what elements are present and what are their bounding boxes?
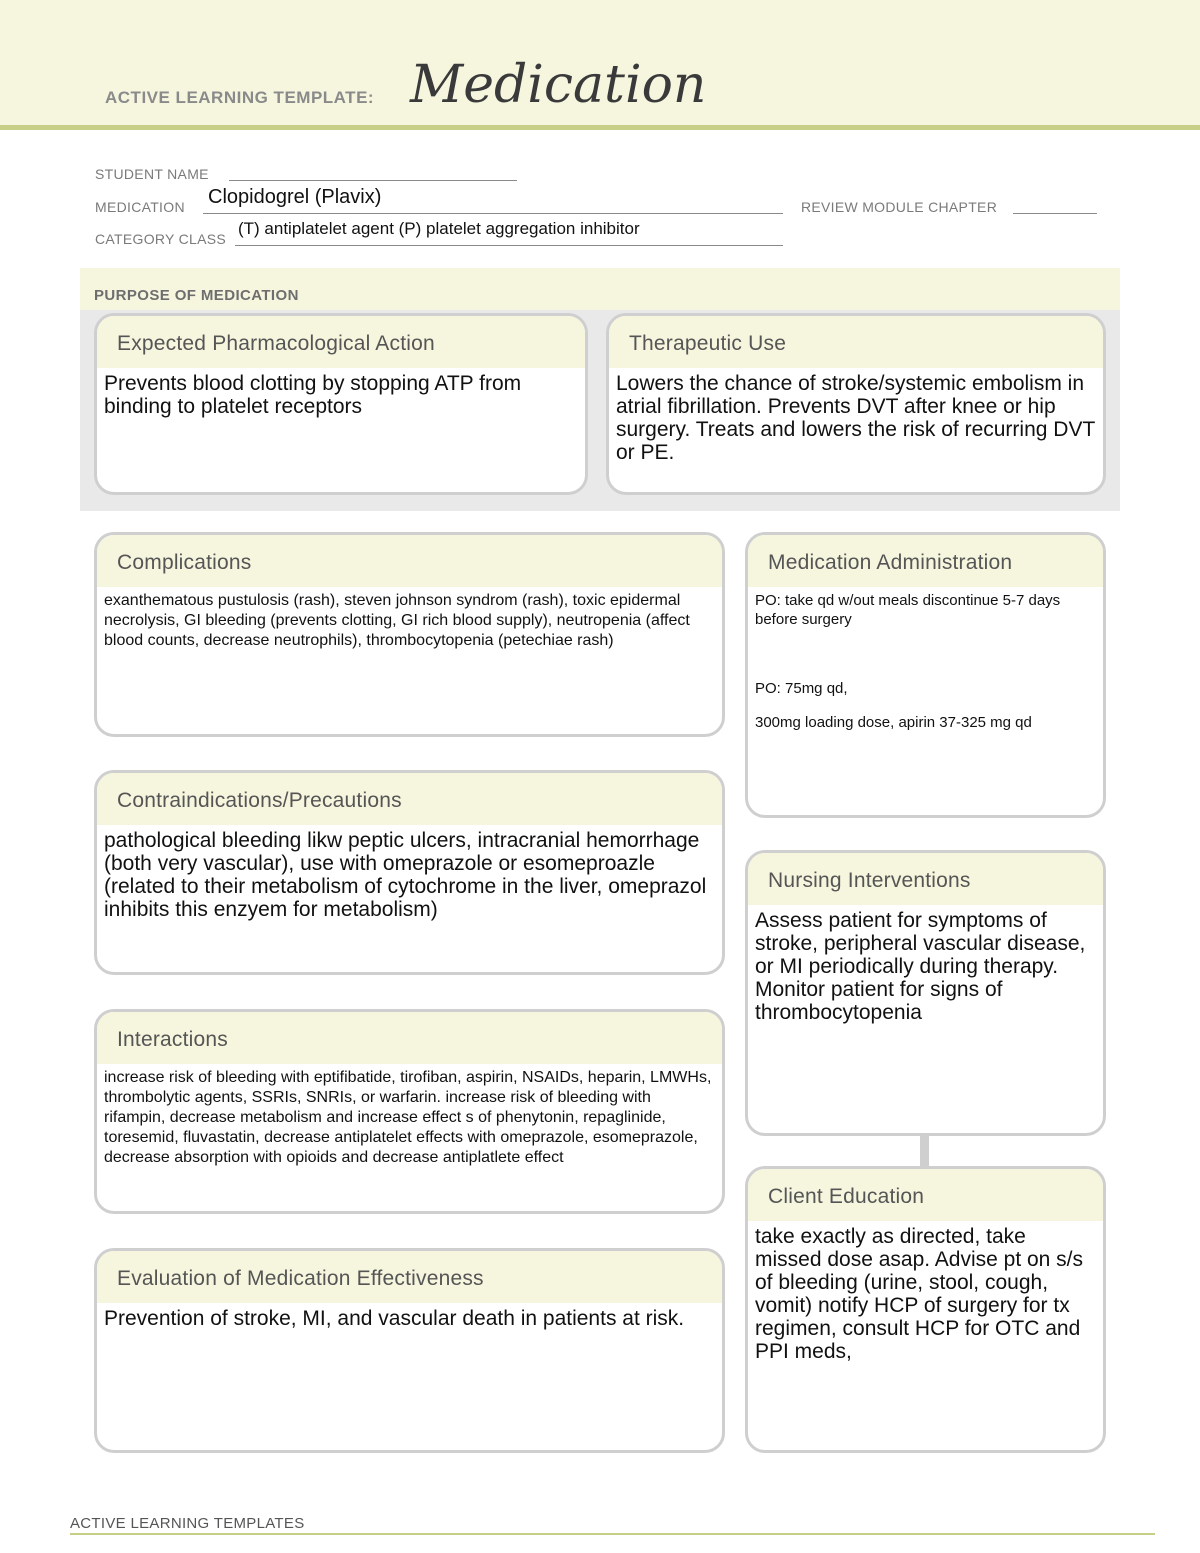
category-class-label: CATEGORY CLASS bbox=[95, 231, 227, 247]
administration-title: Medication Administration bbox=[748, 535, 1103, 587]
footer-text: ACTIVE LEARNING TEMPLATES bbox=[70, 1515, 305, 1532]
administration-line-1: PO: take qd w/out meals discontinue 5-7 days before surgery bbox=[755, 592, 1061, 628]
student-name-label: STUDENT NAME bbox=[95, 166, 209, 182]
connector-bar bbox=[920, 1134, 929, 1166]
administration-line-2: PO: 75mg qd, bbox=[755, 680, 848, 697]
medication-value[interactable]: Clopidogrel (Plavix) bbox=[208, 186, 382, 208]
medication-field[interactable] bbox=[203, 213, 783, 214]
interactions-title: Interactions bbox=[97, 1012, 722, 1064]
nursing-text[interactable]: Assess patient for symptoms of stroke, peripheral vascular disease, or MI periodically during therapy. Monitor patient for signs of thrombocytopenia bbox=[755, 909, 1086, 1024]
interactions-box bbox=[94, 1009, 725, 1214]
purpose-header bbox=[80, 268, 1120, 310]
evaluation-title: Evaluation of Medication Effectiveness bbox=[97, 1251, 722, 1303]
purpose-title: PURPOSE OF MEDICATION bbox=[94, 287, 299, 304]
client-education-title: Client Education bbox=[748, 1169, 1103, 1221]
interactions-text[interactable]: increase risk of bleeding with eptifibatide, tirofiban, aspirin, NSAIDs, heparin, LMWHs, thrombolytic agents, SSRIs, SNRIs, or warfarin. increase risk of bleeding with rifampin, decrease metabolism and increase effect s of phenytonin, repaglinide, toresemid, fluvastatin, decrease antiplatelet effects with omeprazole, esomeprazole, decrease absorption with opioids and decrease antiplatlete effect bbox=[104, 1069, 712, 1166]
nursing-box bbox=[745, 850, 1106, 1136]
student-name-field[interactable] bbox=[229, 180, 517, 181]
client-education-box bbox=[745, 1166, 1106, 1453]
therapeutic-use-box bbox=[606, 313, 1106, 495]
page-header bbox=[0, 0, 1200, 130]
contraindications-text[interactable]: pathological bleeding likw peptic ulcers, intracranial hemorrhage (both very vascular), use with omeprazole or esomeproazle (related to their metabolism of cytochrome in the liver, omeprazol inhibits this enzyem for metabolism) bbox=[104, 829, 707, 921]
administration-line-3: 300mg loading dose, apirin 37-325 mg qd bbox=[755, 714, 1032, 731]
administration-box bbox=[745, 532, 1106, 818]
category-class-field[interactable] bbox=[235, 245, 783, 246]
complications-text[interactable]: exanthematous pustulosis (rash), steven johnson syndrom (rash), toxic epidermal necrolysis, GI bleeding (prevents clotting, GI rich blood supply), neutropenia (affect blood counts, decrease neutrophils), thrombocytopenia (petechiae rash) bbox=[104, 592, 690, 649]
contraindications-box bbox=[94, 770, 725, 975]
complications-title: Complications bbox=[97, 535, 722, 587]
complications-box bbox=[94, 532, 725, 737]
expected-action-box bbox=[94, 313, 588, 495]
template-label: ACTIVE LEARNING TEMPLATE: bbox=[105, 88, 375, 107]
evaluation-box bbox=[94, 1248, 725, 1453]
client-education-text[interactable]: take exactly as directed, take missed dose asap. Advise pt on s/s of bleeding (urine, stool, cough, vomit) notify HCP of surgery for tx regimen, consult HCP for OTC and PPI meds, bbox=[755, 1225, 1084, 1363]
administration-body[interactable] bbox=[748, 587, 1103, 732]
footer-divider bbox=[70, 1533, 1155, 1535]
medication-label: MEDICATION bbox=[95, 199, 185, 215]
review-module-label: REVIEW MODULE CHAPTER bbox=[801, 199, 998, 215]
review-module-field[interactable] bbox=[1013, 213, 1097, 214]
therapeutic-use-title: Therapeutic Use bbox=[609, 316, 1103, 368]
therapeutic-use-text[interactable]: Lowers the chance of stroke/systemic embolism in atrial fibrillation. Prevents DVT after knee or hip surgery. Treats and lowers the risk of recurring DVT or PE. bbox=[616, 372, 1095, 464]
expected-action-title: Expected Pharmacological Action bbox=[97, 316, 585, 368]
expected-action-text[interactable]: Prevents blood clotting by stopping ATP from binding to platelet receptors bbox=[104, 372, 522, 418]
evaluation-text[interactable]: Prevention of stroke, MI, and vascular death in patients at risk. bbox=[104, 1307, 685, 1330]
page-title: Medication bbox=[410, 55, 707, 115]
contraindications-title: Contraindications/Precautions bbox=[97, 773, 722, 825]
nursing-title: Nursing Interventions bbox=[748, 853, 1103, 905]
category-class-value[interactable]: (T) antiplatelet agent (P) platelet aggregation inhibitor bbox=[238, 219, 640, 238]
